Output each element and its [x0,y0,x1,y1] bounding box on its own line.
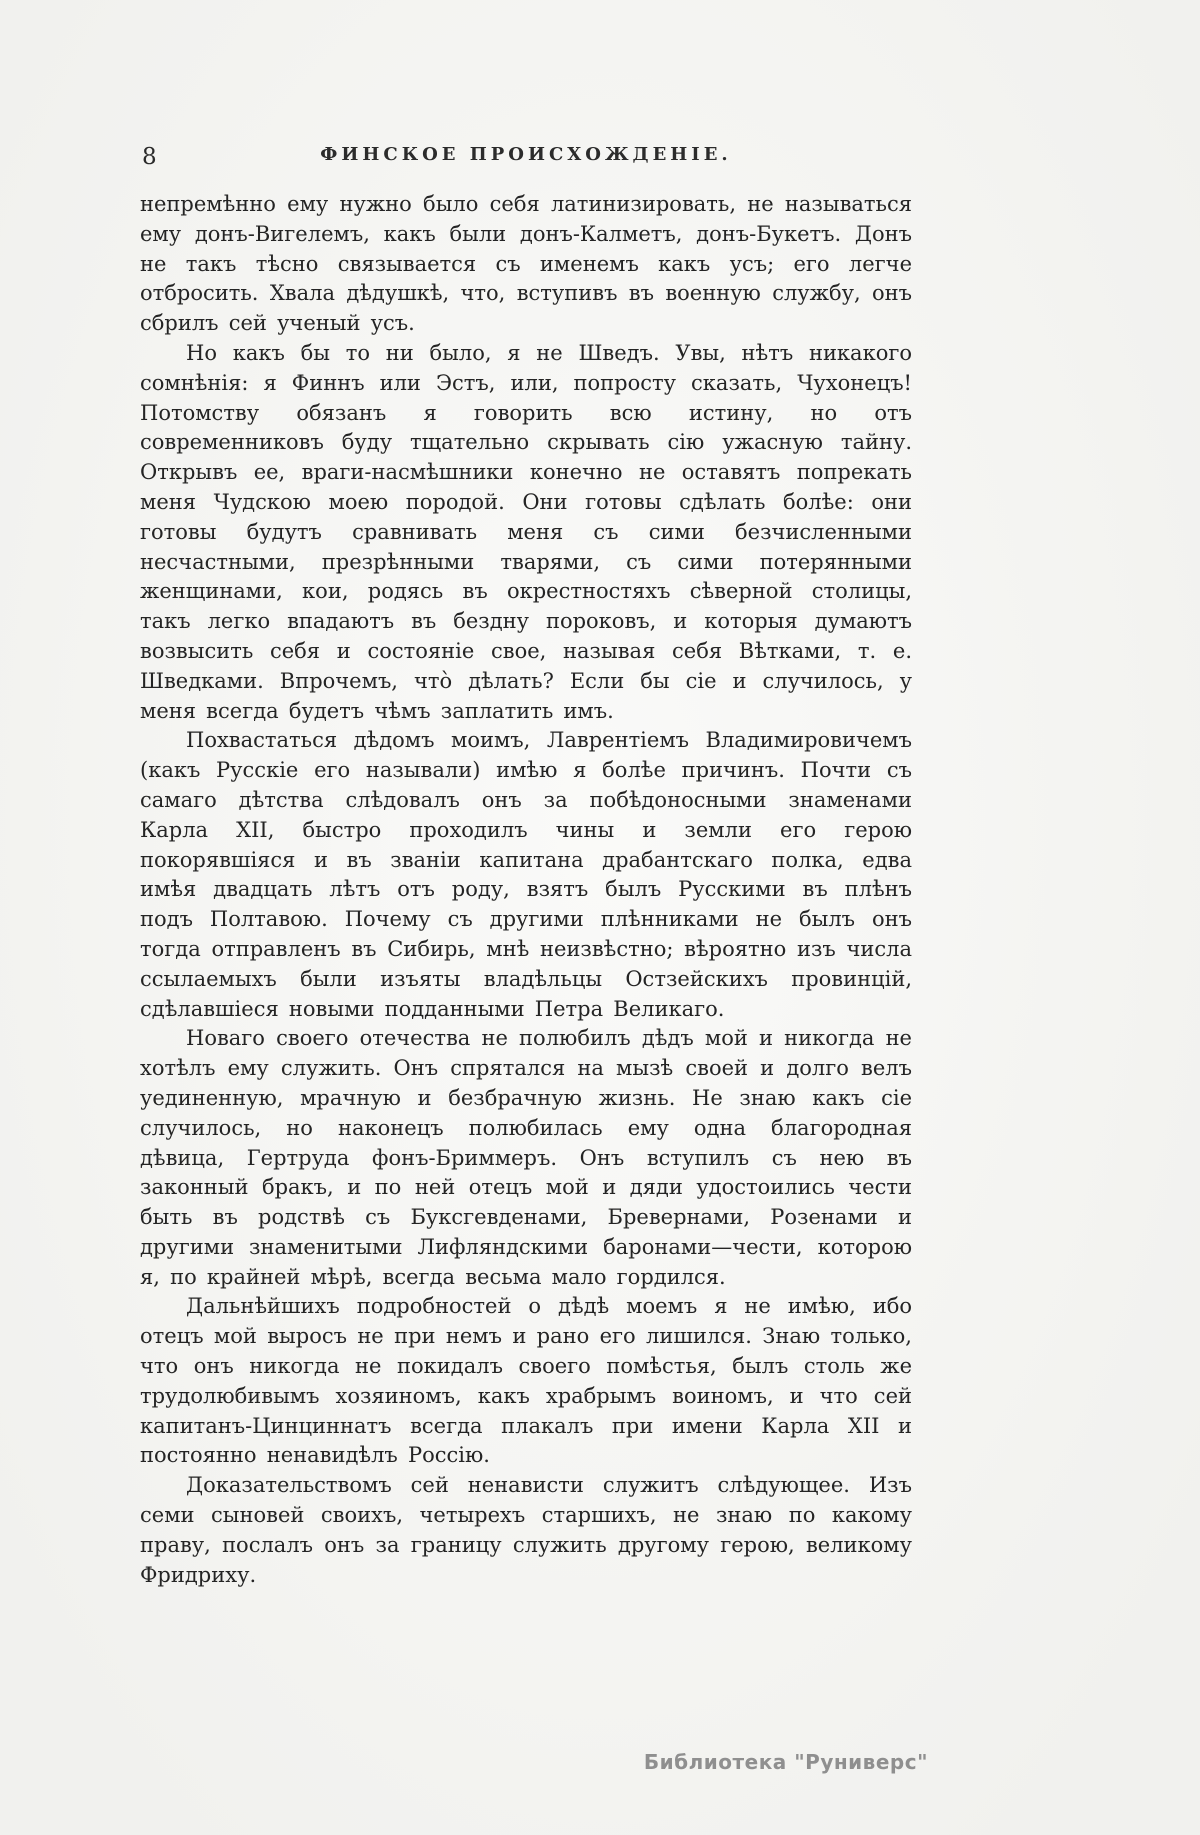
paragraph: Доказательствомъ сей ненависти служитъ слѣдующее. Изъ семи сыновей своихъ, четырехъ старшихъ, не знаю по какому праву, послалъ онъ за границу служить другому герою, великому Фридриху. [140,1473,912,1587]
page-body [140,190,912,1590]
page-header [140,144,912,174]
page-number: 8 [142,144,157,170]
running-title: ФИНСКОЕ ПРОИСХОЖДЕНІЕ. [320,144,732,165]
paragraph-continuation: непремѣнно ему нужно было себя латинизировать, не называться ему донъ-Вигелемъ, какъ были донъ-Калметъ, донъ-Букетъ. Донъ не такъ тѣсно связывается съ именемъ какъ усъ; его легче отбросить. Хвала дѣдушкѣ, что, вступивъ въ военную службу, онъ сбрилъ сей ученый усъ. [140,192,912,336]
paragraph: Но какъ бы то ни было, я не Шведъ. Увы, нѣтъ никакого сомнѣнія: я Финнъ или Эстъ, или, попросту сказать, Чухонецъ! Потомству обязанъ я говорить всю истину, но отъ современниковъ буду тщательно скрывать сію ужасную тайну. Открывъ ее, враги-насмѣшники конечно не оставятъ попрекать меня Чудскою моею породой. Они готовы сдѣлать болѣе: они готовы будутъ сравнивать меня съ сими безчисленными несчастными, презрѣнными тварями, съ сими потерянными женщинами, кои, родясь въ окрестностяхъ сѣверной столицы, такъ легко впадаютъ въ бездну пороковъ, и которыя думаютъ возвысить себя и состояніе свое, называя себя Вѣтками, т. е. Шведками. Впрочемъ, что̀ дѣлать? Если бы сіе и случилось, у меня всегда будетъ чѣмъ заплатить имъ. [140,340,912,723]
paragraph: Похвастаться дѣдомъ моимъ, Лаврентіемъ Владимировичемъ (какъ Русскіе его называли) имѣю я болѣе причинъ. Почти съ самаго дѣтства слѣдовалъ онъ за побѣдоносными знаменами Карла XII, быстро проходилъ чины и земли его герою покорявшіяся и въ званіи капитана драбантскаго полка, едва имѣя двадцать лѣтъ отъ роду, взятъ былъ Русскими въ плѣнъ подъ Полтавою. Почему съ другими плѣнниками не былъ онъ тогда отправленъ въ Сибирь, мнѣ неизвѣстно; вѣроятно изъ числа ссылаемыхъ были изъяты владѣльцы Остзейскихъ провинцій, сдѣлавшіеся новыми подданными Петра Великаго. [140,728,912,1021]
library-watermark: Библиотека "Руниверс" [643,1750,928,1774]
paragraph: Дальнѣйшихъ подробностей о дѣдѣ моемъ я не имѣю, ибо отецъ мой выросъ не при немъ и рано его лишился. Знаю только, что онъ никогда не покидалъ своего помѣстья, былъ столь же трудолюбивымъ хозяиномъ, какъ храбрымъ воиномъ, и что сей капитанъ-Цинциннатъ всегда плакалъ при имени Карла XII и постоянно ненавидѣлъ Россію. [140,1294,912,1468]
paragraph: Новаго своего отечества не полюбилъ дѣдъ мой и никогда не хотѣлъ ему служить. Онъ спрятался на мызѣ своей и долго велъ уединенную, мрачную и безбрачную жизнь. Не знаю какъ сіе случилось, но наконецъ полюбилась ему одна благородная дѣвица, Гертруда фонъ-Бриммеръ. Онъ вступилъ съ нею въ законный бракъ, и по ней отецъ мой и дяди удостоились чести быть въ родствѣ съ Буксгевденами, Бревернами, Розенами и другими знаменитыми Лифляндскими баронами—чести, которою я, по крайней мѣрѣ, всегда весьма мало гордился. [140,1026,912,1289]
